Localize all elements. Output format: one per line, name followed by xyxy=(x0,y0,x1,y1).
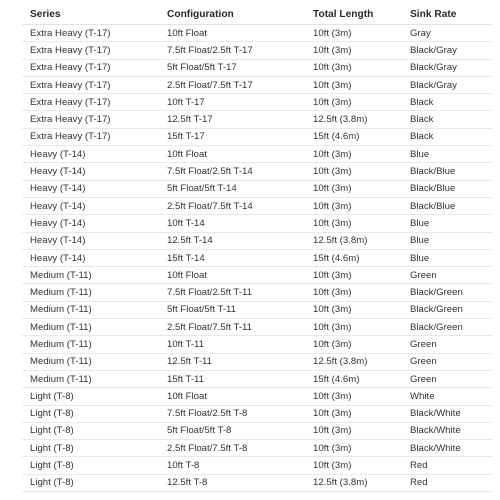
cell-sink-rate: Gray xyxy=(402,25,492,42)
table-row xyxy=(22,457,492,474)
header-total-length: Total Length xyxy=(305,4,402,25)
cell-configuration: 5ft Float/5ft T-8 xyxy=(159,422,305,439)
table-row xyxy=(22,42,492,59)
cell-total-length: 10ft (3m) xyxy=(305,197,402,214)
cell-series: Extra Heavy (T-17) xyxy=(22,59,159,76)
cell-configuration: 10ft T-8 xyxy=(159,457,305,474)
header-series: Series xyxy=(22,4,159,25)
cell-sink-rate: Green xyxy=(402,336,492,353)
cell-configuration: 15ft T-11 xyxy=(159,370,305,387)
cell-configuration: 10ft Float xyxy=(159,25,305,42)
cell-series: Heavy (T-14) xyxy=(22,249,159,266)
cell-total-length: 10ft (3m) xyxy=(305,388,402,405)
table-row xyxy=(22,301,492,318)
cell-total-length: 10ft (3m) xyxy=(305,457,402,474)
cell-series: Heavy (T-14) xyxy=(22,215,159,232)
cell-sink-rate: Black/Gray xyxy=(402,76,492,93)
cell-total-length: 15ft (4.6m) xyxy=(305,370,402,387)
cell-sink-rate: Green xyxy=(402,353,492,370)
cell-total-length: 10ft (3m) xyxy=(305,267,402,284)
cell-total-length: 10ft (3m) xyxy=(305,180,402,197)
cell-total-length: 10ft (3m) xyxy=(305,440,402,457)
cell-series: Medium (T-11) xyxy=(22,370,159,387)
table-row xyxy=(22,319,492,336)
cell-configuration: 5ft Float/5ft T-17 xyxy=(159,59,305,76)
cell-series: Extra Heavy (T-17) xyxy=(22,128,159,145)
cell-configuration: 5ft Float/5ft T-11 xyxy=(159,301,305,318)
table-row xyxy=(22,94,492,111)
cell-sink-rate: Black xyxy=(402,111,492,128)
table-row xyxy=(22,422,492,439)
cell-configuration: 7.5ft Float/2.5ft T-14 xyxy=(159,163,305,180)
cell-sink-rate: Black/Blue xyxy=(402,180,492,197)
table-row xyxy=(22,197,492,214)
cell-series: Light (T-8) xyxy=(22,440,159,457)
table-row xyxy=(22,146,492,163)
cell-total-length: 10ft (3m) xyxy=(305,301,402,318)
table-row xyxy=(22,180,492,197)
cell-sink-rate: White xyxy=(402,388,492,405)
cell-configuration: 5ft Float/5ft T-14 xyxy=(159,180,305,197)
cell-configuration: 10ft Float xyxy=(159,146,305,163)
cell-sink-rate: Black/Green xyxy=(402,284,492,301)
cell-total-length: 15ft (4.6m) xyxy=(305,128,402,145)
cell-total-length: 10ft (3m) xyxy=(305,59,402,76)
cell-sink-rate: Black/Gray xyxy=(402,59,492,76)
cell-configuration: 10ft T-11 xyxy=(159,336,305,353)
cell-configuration: 10ft T-14 xyxy=(159,215,305,232)
table-body xyxy=(22,25,492,492)
cell-sink-rate: Black/Green xyxy=(402,301,492,318)
cell-configuration: 7.5ft Float/2.5ft T-11 xyxy=(159,284,305,301)
table-row xyxy=(22,474,492,491)
table-row xyxy=(22,336,492,353)
cell-sink-rate: Red xyxy=(402,457,492,474)
cell-series: Medium (T-11) xyxy=(22,336,159,353)
spec-table xyxy=(22,4,492,492)
cell-sink-rate: Black/White xyxy=(402,422,492,439)
cell-sink-rate: Black xyxy=(402,128,492,145)
cell-series: Medium (T-11) xyxy=(22,319,159,336)
cell-series: Medium (T-11) xyxy=(22,301,159,318)
cell-total-length: 10ft (3m) xyxy=(305,25,402,42)
cell-configuration: 7.5ft Float/2.5ft T-17 xyxy=(159,42,305,59)
cell-series: Medium (T-11) xyxy=(22,284,159,301)
table-row xyxy=(22,284,492,301)
cell-total-length: 12.5ft (3.8m) xyxy=(305,474,402,491)
cell-sink-rate: Blue xyxy=(402,215,492,232)
cell-configuration: 2.5ft Float/7.5ft T-11 xyxy=(159,319,305,336)
cell-configuration: 10ft Float xyxy=(159,267,305,284)
cell-configuration: 12.5ft T-14 xyxy=(159,232,305,249)
cell-total-length: 10ft (3m) xyxy=(305,76,402,93)
table-row xyxy=(22,388,492,405)
cell-configuration: 12.5ft T-11 xyxy=(159,353,305,370)
cell-sink-rate: Black/Blue xyxy=(402,197,492,214)
cell-total-length: 10ft (3m) xyxy=(305,146,402,163)
cell-series: Medium (T-11) xyxy=(22,267,159,284)
cell-total-length: 12.5ft (3.8m) xyxy=(305,232,402,249)
cell-configuration: 15ft T-14 xyxy=(159,249,305,266)
cell-total-length: 15ft (4.6m) xyxy=(305,249,402,266)
table-header xyxy=(22,4,492,25)
table-row xyxy=(22,405,492,422)
cell-total-length: 10ft (3m) xyxy=(305,336,402,353)
table-row xyxy=(22,111,492,128)
cell-sink-rate: Black/White xyxy=(402,405,492,422)
cell-configuration: 2.5ft Float/7.5ft T-14 xyxy=(159,197,305,214)
cell-sink-rate: Blue xyxy=(402,232,492,249)
cell-sink-rate: Black/White xyxy=(402,440,492,457)
cell-total-length: 10ft (3m) xyxy=(305,215,402,232)
table-row xyxy=(22,232,492,249)
cell-configuration: 2.5ft Float/7.5ft T-8 xyxy=(159,440,305,457)
cell-configuration: 7.5ft Float/2.5ft T-8 xyxy=(159,405,305,422)
cell-configuration: 10ft Float xyxy=(159,388,305,405)
cell-total-length: 10ft (3m) xyxy=(305,163,402,180)
cell-series: Medium (T-11) xyxy=(22,353,159,370)
cell-series: Heavy (T-14) xyxy=(22,197,159,214)
cell-series: Light (T-8) xyxy=(22,405,159,422)
cell-series: Heavy (T-14) xyxy=(22,232,159,249)
table-row xyxy=(22,353,492,370)
cell-total-length: 12.5ft (3.8m) xyxy=(305,353,402,370)
cell-sink-rate: Black/Green xyxy=(402,319,492,336)
cell-total-length: 10ft (3m) xyxy=(305,94,402,111)
cell-configuration: 15ft T-17 xyxy=(159,128,305,145)
cell-total-length: 10ft (3m) xyxy=(305,405,402,422)
cell-total-length: 10ft (3m) xyxy=(305,284,402,301)
cell-configuration: 10ft T-17 xyxy=(159,94,305,111)
cell-total-length: 10ft (3m) xyxy=(305,422,402,439)
cell-total-length: 10ft (3m) xyxy=(305,319,402,336)
cell-series: Light (T-8) xyxy=(22,388,159,405)
header-configuration: Configuration xyxy=(159,4,305,25)
header-sink-rate: Sink Rate xyxy=(402,4,492,25)
table-row xyxy=(22,163,492,180)
cell-sink-rate: Black/Gray xyxy=(402,42,492,59)
cell-series: Heavy (T-14) xyxy=(22,180,159,197)
cell-sink-rate: Black xyxy=(402,94,492,111)
cell-sink-rate: Blue xyxy=(402,249,492,266)
header-row xyxy=(22,4,492,25)
table-row xyxy=(22,440,492,457)
cell-sink-rate: Red xyxy=(402,474,492,491)
cell-sink-rate: Green xyxy=(402,370,492,387)
cell-series: Light (T-8) xyxy=(22,474,159,491)
table-row xyxy=(22,370,492,387)
table-row xyxy=(22,267,492,284)
table-row xyxy=(22,215,492,232)
table-row xyxy=(22,25,492,42)
table-row xyxy=(22,249,492,266)
cell-configuration: 12.5ft T-17 xyxy=(159,111,305,128)
cell-series: Extra Heavy (T-17) xyxy=(22,25,159,42)
cell-total-length: 12.5ft (3.8m) xyxy=(305,111,402,128)
table-row xyxy=(22,128,492,145)
table-row xyxy=(22,59,492,76)
table-row xyxy=(22,76,492,93)
cell-sink-rate: Black/Blue xyxy=(402,163,492,180)
cell-series: Heavy (T-14) xyxy=(22,163,159,180)
cell-sink-rate: Blue xyxy=(402,146,492,163)
cell-series: Light (T-8) xyxy=(22,457,159,474)
cell-sink-rate: Green xyxy=(402,267,492,284)
cell-series: Light (T-8) xyxy=(22,422,159,439)
cell-configuration: 12.5ft T-8 xyxy=(159,474,305,491)
cell-configuration: 2.5ft Float/7.5ft T-17 xyxy=(159,76,305,93)
cell-series: Extra Heavy (T-17) xyxy=(22,94,159,111)
cell-series: Extra Heavy (T-17) xyxy=(22,42,159,59)
cell-total-length: 10ft (3m) xyxy=(305,42,402,59)
cell-series: Extra Heavy (T-17) xyxy=(22,76,159,93)
cell-series: Heavy (T-14) xyxy=(22,146,159,163)
cell-series: Extra Heavy (T-17) xyxy=(22,111,159,128)
